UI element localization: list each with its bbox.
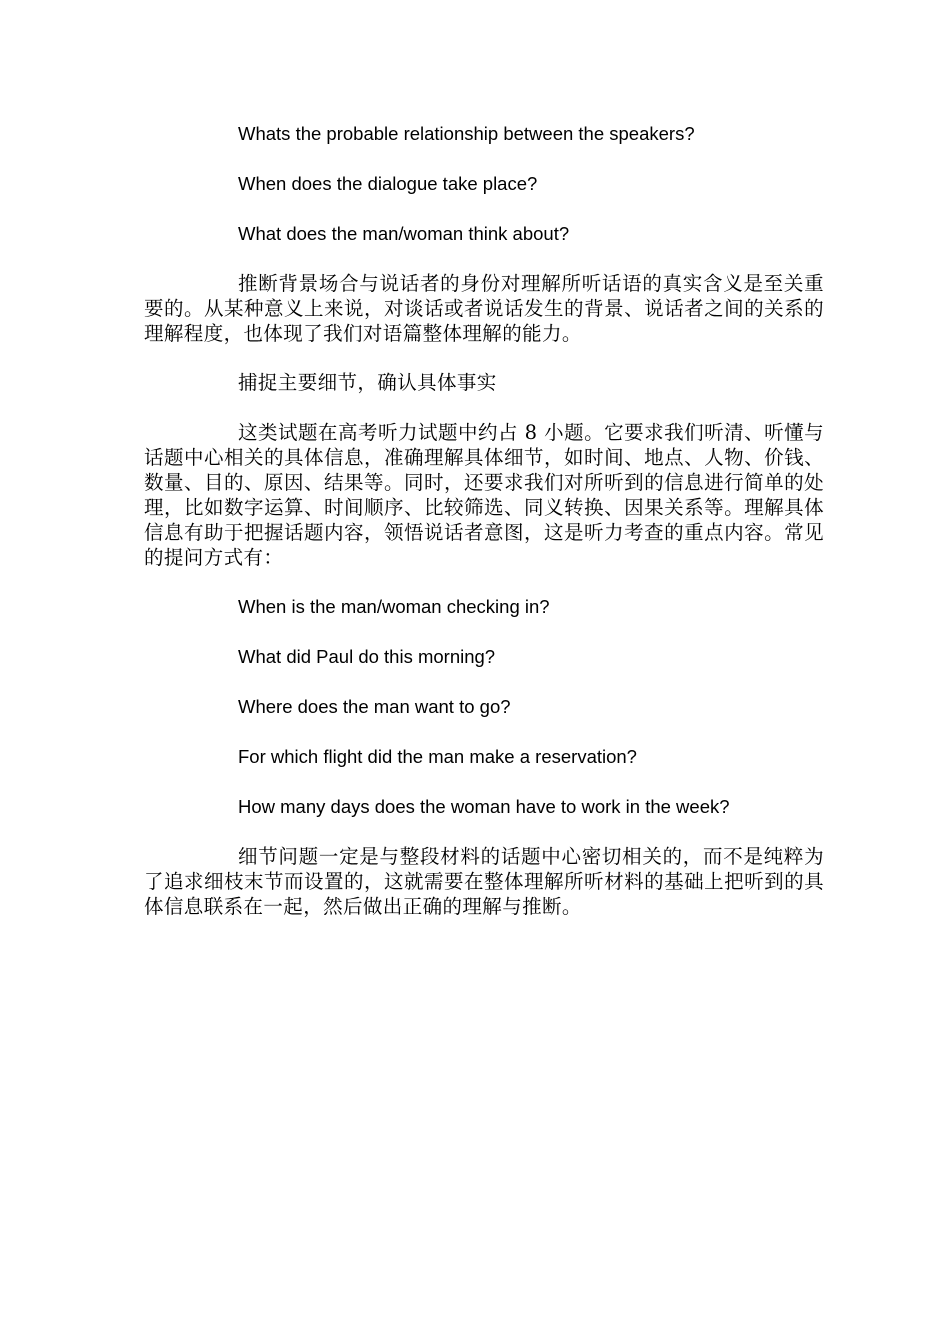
question-work-days: How many days does the woman have to work in the week? [238, 796, 730, 817]
section-heading-details: 捕捉主要细节，确认具体事实 [238, 371, 497, 394]
paragraph-detail-questions: 这类试题在高考听力试题中约占 8 小题。它要求我们听清、听懂与话题中心相关的具体信息，准确理解具体细节，如时间、地点、人物、价钱、数量、目的、原因、结果等。同时，还要求我们对所听到的信息进行简单的处理，比如数字运算、时间顺序、比较筛选、同义转换、因果关系等。理解具体信息有助于把握话题内容，领悟说话者意图，这是听力考查的重点内容。常见的提问方式有： [144, 421, 824, 569]
question-paul-morning: What did Paul do this morning? [238, 646, 496, 667]
question-flight-reservation: For which flight did the man make a reservation? [238, 746, 637, 767]
question-destination: Where does the man want to go? [238, 696, 511, 717]
document-body [144, 121, 824, 943]
paragraph-background-inference: 推断背景场合与说话者的身份对理解所听话语的真实含义是至关重要的。从某种意义上来说，对谈话或者说话发生的背景、说话者之间的关系的理解程度，也体现了我们对语篇整体理解的能力。 [144, 272, 824, 345]
question-opinion: What does the man/woman think about? [238, 223, 570, 244]
question-dialogue-time: When does the dialogue take place? [238, 173, 538, 194]
question-checking-in: When is the man/woman checking in? [238, 596, 550, 617]
paragraph-detail-summary: 细节问题一定是与整段材料的话题中心密切相关的，而不是纯粹为了追求细枝末节而设置的，这就需要在整体理解所听材料的基础上把听到的具体信息联系在一起，然后做出正确的理解与推断。 [144, 845, 824, 918]
question-relationship: Whats the probable relationship between the speakers? [238, 123, 695, 144]
